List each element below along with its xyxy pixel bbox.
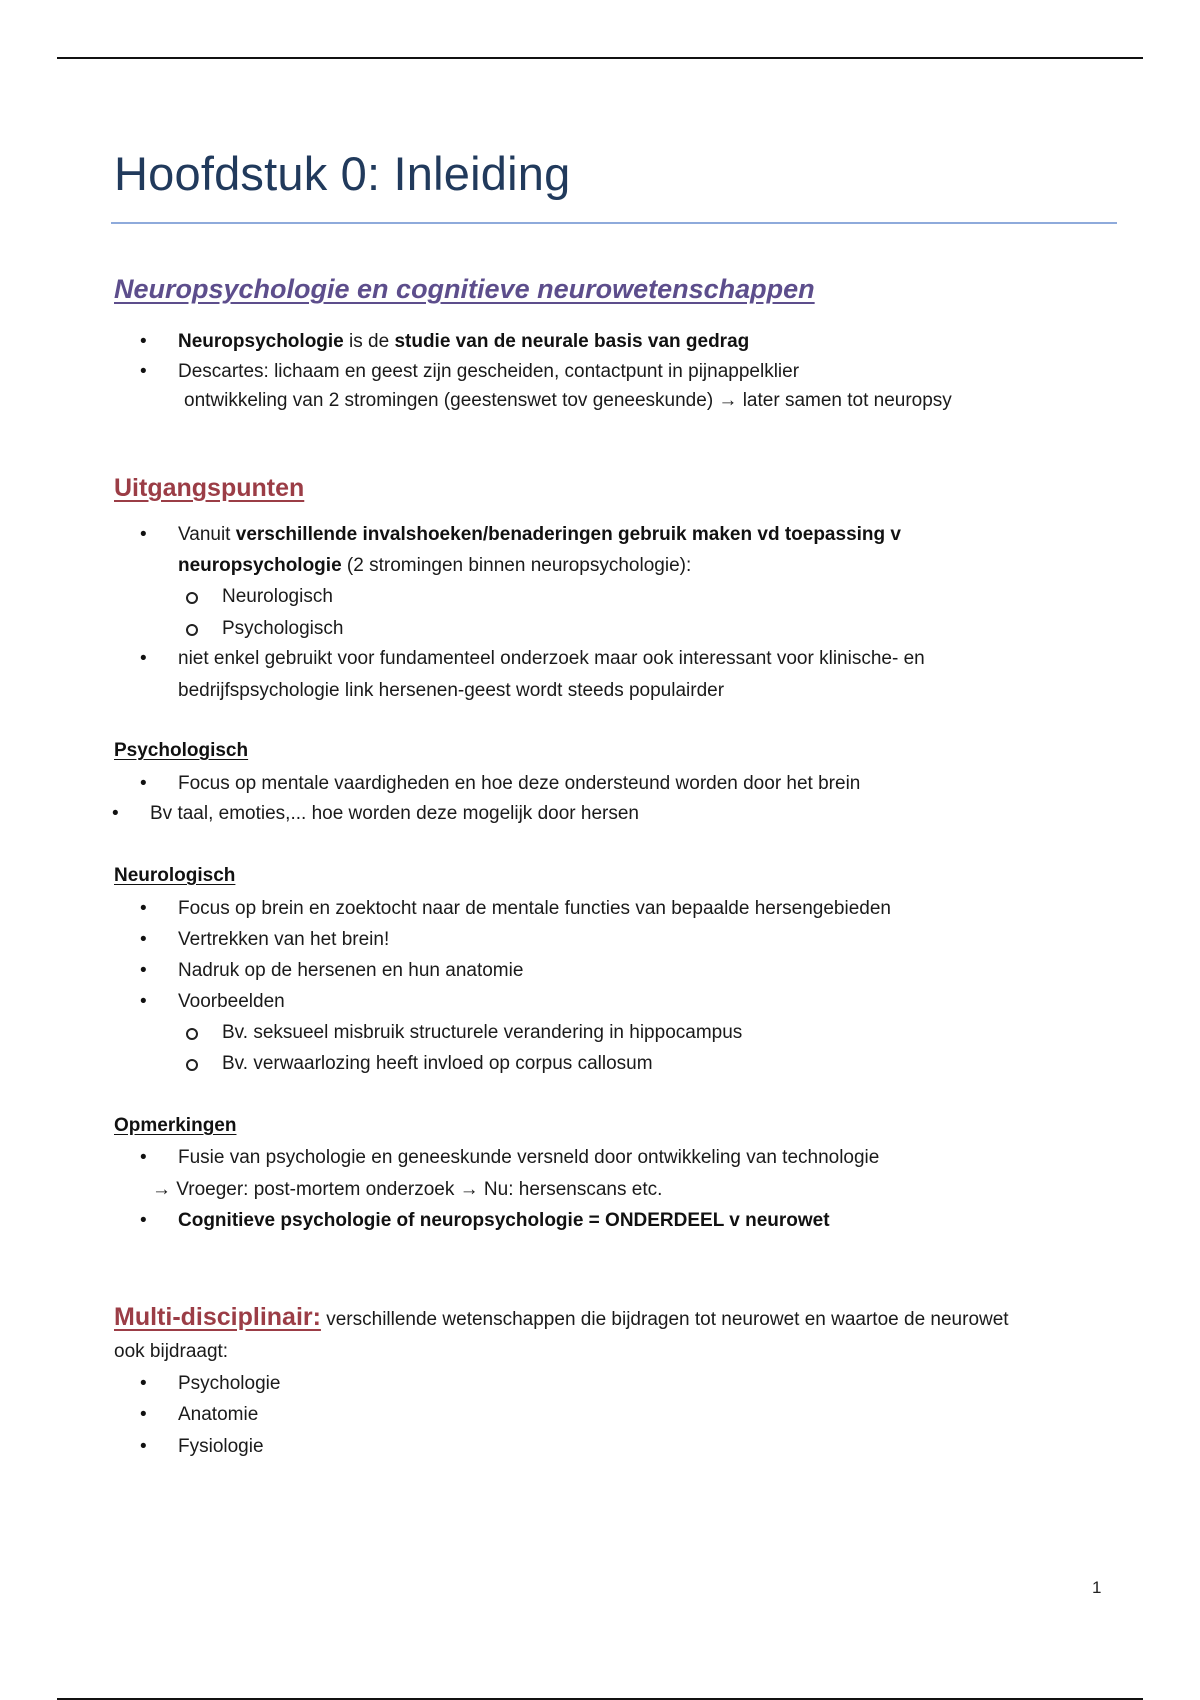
bullet-icon: • [140,1373,147,1394]
list-item: Fusie van psychologie en geneeskunde versneld door ontwikkeling van technologie [178,1147,880,1168]
list-item: niet enkel gebruikt voor fundamenteel onderzoek maar ook interessant voor klinische- en [178,648,925,669]
page-title: Hoofdstuk 0: Inleiding [114,147,571,200]
multidisciplinair-paragraph: Multi-disciplinair: verschillende wetenschappen die bijdragen tot neurowet en waartoe de neurowet [114,1303,1009,1331]
circle-bullet-icon [186,1028,198,1040]
bullet-icon: • [140,361,147,382]
title-underline [111,222,1117,224]
section-heading-neuropsychologie: Neuropsychologie en cognitieve neurowetenschappen [114,274,815,304]
list-item: Descartes: lichaam en geest zijn gescheiden, contactpunt in pijnappelklier [178,361,800,382]
subheading-neurologisch: Neurologisch [114,865,236,886]
list-item: Psychologie [178,1373,281,1394]
bullet-icon: • [140,991,147,1012]
list-item: Vertrekken van het brein! [178,929,390,950]
list-item: Nadruk op de hersenen en hun anatomie [178,960,524,981]
list-item: Neuropsychologie is de studie van de neurale basis van gedrag [178,331,750,352]
list-item: Anatomie [178,1404,259,1425]
list-item: Focus op mentale vaardigheden en hoe deze ondersteund worden door het brein [178,773,861,794]
circle-bullet-icon [186,1059,198,1071]
list-item-continuation: ontwikkeling van 2 stromingen (geestenswet tov geneeskunde) → later samen tot neuropsy [184,390,952,411]
list-item: Voorbeelden [178,991,285,1012]
bullet-icon: • [140,1436,147,1457]
bullet-icon: • [140,1210,147,1231]
bullet-icon: • [140,929,147,950]
page-number: 1 [1092,1578,1102,1597]
list-item-continuation: bedrijfspsychologie link hersenen-geest wordt steeds populairder [178,680,725,701]
subheading-psychologisch: Psychologisch [114,740,249,761]
multidisciplinair-heading: Multi-disciplinair: [114,1303,321,1331]
bullet-icon: • [140,331,147,352]
list-item: Cognitieve psychologie of neuropsychologie = ONDERDEEL v neurowet [178,1210,830,1231]
list-item: Bv taal, emoties,... hoe worden deze mogelijk door hersen [150,803,639,824]
bullet-icon: • [140,898,147,919]
bullet-icon: • [140,648,147,669]
circle-bullet-icon [186,624,198,636]
page-top-rule [57,57,1143,59]
bullet-icon: • [140,960,147,981]
list-item: Focus op brein en zoektocht naar de mentale functies van bepaalde hersengebieden [178,898,891,919]
bullet-icon: • [140,1147,147,1168]
bullet-icon: • [112,803,119,824]
sub-list-item: Bv. seksueel misbruik structurele verandering in hippocampus [222,1022,743,1043]
list-item-continuation: neuropsychologie (2 stromingen binnen neuropsychologie): [178,555,692,576]
subheading-opmerkingen: Opmerkingen [114,1115,237,1136]
bullet-icon: • [140,524,147,545]
sub-list-item: Psychologisch [222,618,344,639]
sub-list-item: Bv. verwaarlozing heeft invloed op corpus callosum [222,1053,653,1074]
sub-list-item: Neurologisch [222,586,333,607]
list-item: Fysiologie [178,1436,264,1457]
circle-bullet-icon [186,592,198,604]
bullet-icon: • [140,773,147,794]
bullet-icon: • [140,1404,147,1425]
section-heading-uitgangspunten: Uitgangspunten [114,474,305,502]
paragraph-continuation: ook bijdraagt: [114,1341,229,1362]
list-item: Vanuit verschillende invalshoeken/benaderingen gebruik maken vd toepassing v [178,524,901,545]
list-item-continuation: → Vroeger: post-mortem onderzoek → Nu: hersenscans etc. [152,1179,663,1200]
